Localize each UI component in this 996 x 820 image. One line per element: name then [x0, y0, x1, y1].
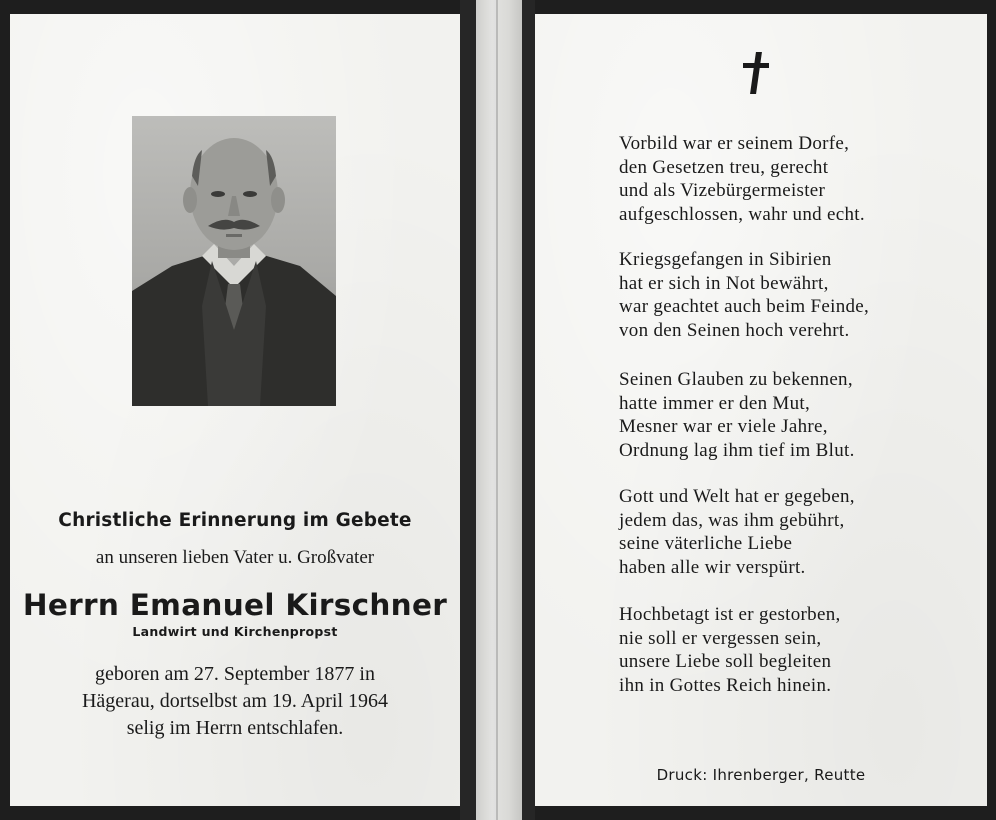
printer-credit: Druck: Ihrenberger, Reutte: [656, 766, 866, 784]
paper-fold-strip: [476, 0, 522, 820]
poem-line: Kriegsgefangen in Sibirien: [619, 249, 832, 270]
occupation-line: Landwirt und Kirchenpropst: [132, 624, 338, 639]
poem-line: von den Seinen hoch verehrt.: [619, 319, 850, 341]
poem-line: Hochbetagt ist er gestorben,: [619, 604, 841, 625]
poem-line: Ordnung lag ihm tief im Blut.: [619, 439, 855, 461]
dates-line-1: geboren am 27. September 1877 in: [95, 663, 375, 685]
memorial-card-back: [535, 14, 987, 806]
poem-line: und als Vizebürgermeister: [619, 180, 826, 201]
poem-stanza-3: [619, 368, 979, 462]
poem-line: Vorbild war er seinem Dorfe,: [619, 133, 850, 154]
dates-line-3: selig im Herrn entschlafen.: [126, 717, 344, 739]
poem-stanza-4: [619, 485, 979, 579]
poem-line: ihn in Gottes Reich hinein.: [619, 674, 832, 696]
poem-line: war geachtet auch beim Feinde,: [619, 296, 870, 317]
deceased-name: Herrn Emanuel Kirschner: [22, 588, 448, 622]
poem-line: Gott und Welt hat er gegeben,: [619, 486, 855, 507]
dedication-line: an unseren lieben Vater u. Großvater: [95, 547, 375, 568]
memorial-card-front: [10, 14, 460, 806]
poem-stanza-1: [619, 132, 979, 226]
card-heading: Christliche Erinnerung im Gebete: [58, 510, 412, 531]
poem-line: hat er sich in Not bewährt,: [619, 272, 829, 294]
poem-line: seine väterliche Liebe: [619, 533, 793, 554]
poem-line: Seinen Glauben zu bekennen,: [619, 369, 853, 390]
portrait-photo: [132, 116, 336, 406]
poem-line: Mesner war er viele Jahre,: [619, 416, 828, 437]
poem-line: nie soll er vergessen sein,: [619, 627, 822, 649]
poem-line: hatte immer er den Mut,: [619, 392, 811, 414]
poem-stanza-5: [619, 603, 979, 697]
poem-line: haben alle wir verspürt.: [619, 556, 806, 578]
poem-line: den Gesetzen treu, gerecht: [619, 156, 829, 178]
poem-line: aufgeschlossen, wahr und echt.: [619, 203, 865, 225]
poem-stanza-2: [619, 248, 979, 342]
dates-line-2: Hägerau, dortselbst am 19. April 1964: [81, 690, 389, 712]
poem-line: jedem das, was ihm gebührt,: [619, 509, 845, 531]
poem-line: unsere Liebe soll begleiten: [619, 651, 832, 672]
life-dates: [10, 661, 460, 742]
latin-cross-icon: [741, 52, 771, 96]
